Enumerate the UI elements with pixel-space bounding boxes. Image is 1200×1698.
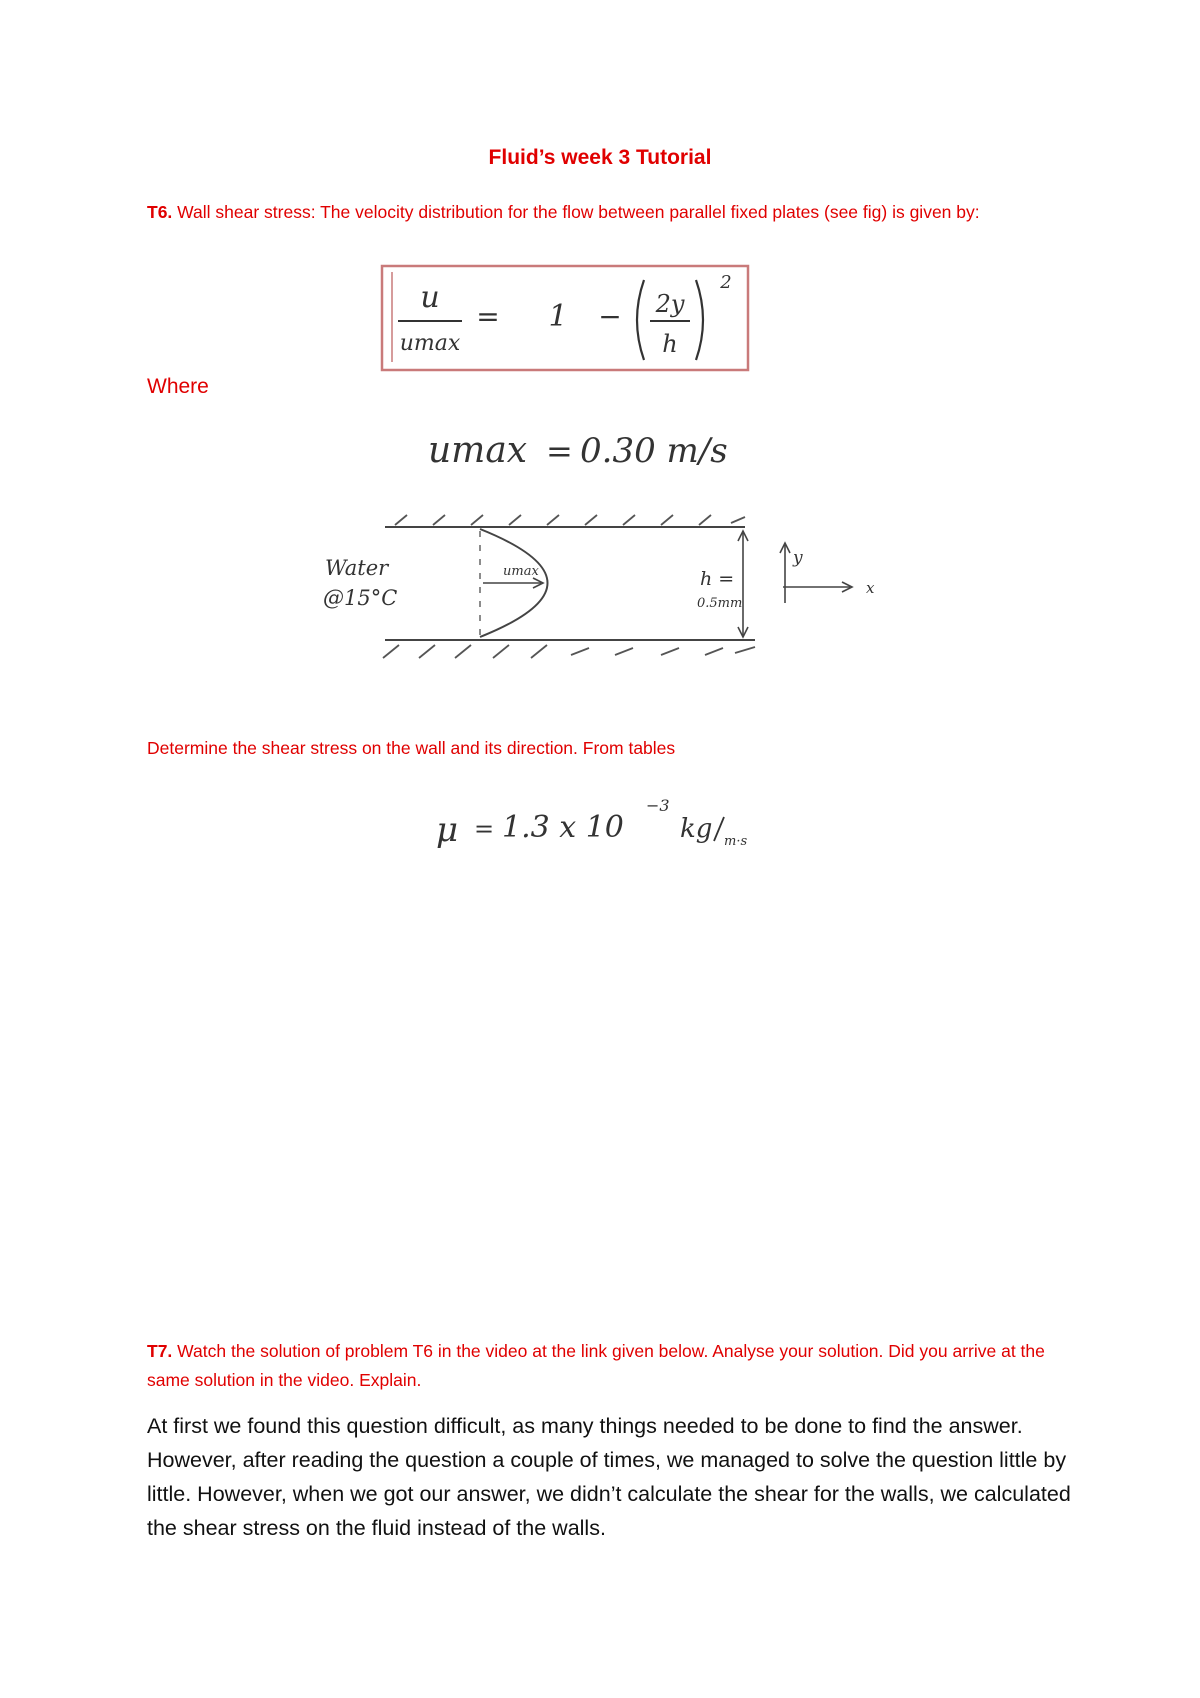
umax-value: 0.30 m/s <box>580 431 728 471</box>
velocity-equation <box>378 262 753 376</box>
mu-mantissa: 1.3 x 10 <box>502 810 624 845</box>
where-label: Where <box>147 375 209 398</box>
page-title: Fluid’s week 3 Tutorial <box>488 146 712 169</box>
flow-figure <box>315 495 900 675</box>
top-wall-hatching <box>395 515 745 525</box>
fluid-label-line2: @15°C <box>323 586 398 610</box>
h-label: h = <box>700 568 735 590</box>
question-t6-text: Wall shear stress: The velocity distribution for the flow between parallel fixed plates (see fig) is given by: <box>172 202 980 222</box>
question-t6 <box>147 198 1067 227</box>
umax-symbol: umax <box>428 430 528 471</box>
question-t7-text: Watch the solution of problem T6 in the video at the link given below. Analyse your solution. Did you arrive at the same solution in the video. Explain. <box>147 1341 1045 1390</box>
equation-frac-denominator: h <box>662 330 678 358</box>
equation-lhs-numerator: u <box>420 280 440 315</box>
h-value: 0.5mm <box>697 596 743 611</box>
equation-exponent: 2 <box>720 272 732 293</box>
figure-umax-label: umax <box>503 564 539 579</box>
umax-equation <box>420 410 740 480</box>
mu-exponent: −3 <box>646 796 670 815</box>
fluid-label-line1: Water <box>325 556 389 580</box>
equation-minus: − <box>598 300 622 333</box>
mu-equals: = <box>474 815 495 843</box>
equation-one: 1 <box>548 299 568 334</box>
axis-x-label: x <box>866 579 875 597</box>
mu-unit-numerator: kg <box>680 814 713 844</box>
mu-symbol: μ <box>436 810 459 850</box>
question-t7 <box>147 1337 1067 1395</box>
question-t7-label: T7. <box>147 1341 173 1361</box>
determine-text: Determine the shear stress on the wall and its direction. From tables <box>147 738 676 758</box>
equation-lhs-denominator: umax <box>399 331 461 356</box>
equation-equals: = <box>476 300 500 333</box>
mu-unit-denominator: m·s <box>724 834 748 849</box>
umax-equals: = <box>546 432 573 470</box>
answer-text: At first we found this question difficult, as many things needed to be done to find the answer. However, after reading the question a couple of times, we managed to solve the question little by little. However, when we got our answer, we didn’t calculate the shear for the walls, we calculated the shear stress on the fluid instead of the walls. <box>147 1414 1071 1540</box>
bottom-wall-hatching <box>383 645 755 658</box>
equation-frac-numerator: 2y <box>655 290 685 318</box>
axis-y-label: y <box>793 548 803 568</box>
viscosity-equation <box>428 785 768 865</box>
question-t6-label: T6. <box>147 202 173 222</box>
